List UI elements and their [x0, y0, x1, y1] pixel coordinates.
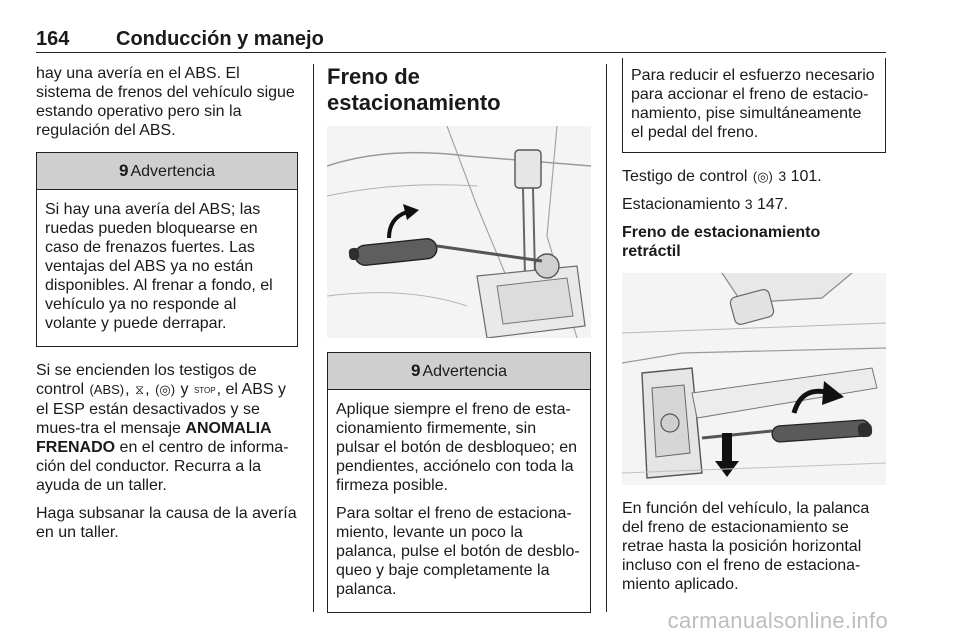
abs-warning-icon: (ABS)	[89, 382, 125, 397]
warning-text-apply: Aplique siempre el freno de esta-cionamiento firmemente, sin pulsar el botón de desbloqueo; en pendientes, acciónelo con toda la firmeza posible.	[336, 401, 578, 494]
column-3	[622, 64, 886, 603]
abs-failure-text: hay una avería en el ABS. El sistema de frenos del vehículo sigue estando operativo pero sin la regulación del ABS.	[36, 65, 295, 139]
page-reference-arrow-icon: 3	[744, 196, 753, 212]
page-reference-arrow-icon: 3	[778, 168, 787, 184]
tip-box	[622, 58, 886, 153]
text-segment: Si se encienden los testigos de control	[36, 362, 257, 398]
brake-warning-icon: (◎)	[155, 382, 176, 397]
column-1	[36, 64, 298, 551]
page-reference[interactable]: 101.	[790, 168, 822, 185]
stop-icon: STOP	[193, 386, 216, 395]
warning-body	[37, 190, 297, 346]
column-divider-2	[606, 64, 607, 612]
column-2	[327, 64, 591, 627]
page-title: Conducción y manejo	[116, 28, 324, 50]
warning-text: Si hay una avería del ABS; las ruedas pueden bloquearse en caso de frenazos fuertes. Las ventajas del ABS ya no están disponibles. Al frenar a fondo, el vehículo ya no responde al volante y puede derrapar.	[45, 201, 273, 332]
warning-title: Advertencia	[130, 163, 215, 180]
text-segment: Estacionamiento	[622, 196, 745, 213]
warning-header	[37, 153, 297, 190]
text-segment: en el centro de informa-ción del conductor. Recurra a la ayuda de un taller.	[36, 439, 289, 494]
parking-brake-drawing	[327, 126, 591, 338]
brake-warning-icon: (◎)	[752, 169, 773, 184]
watermark: carmanualsonline.info	[667, 608, 888, 633]
warning-text-release: Para soltar el freno de estaciona-miento, levante un poco la palanca, pulse el botón de desblo-queo y baje completamente la palanca.	[336, 505, 580, 598]
retractable-brake-text: En función del vehículo, la palanca del freno de estacionamiento se retrae hasta la posición horizontal incluso con el freno de estaciona-miento aplicado.	[622, 500, 870, 593]
abs-warning-box	[36, 152, 298, 347]
warning-title: Advertencia	[422, 363, 507, 380]
cross-reference-warning-light	[622, 167, 886, 186]
page-number: 164	[36, 28, 70, 50]
cross-reference-parking	[622, 195, 886, 214]
parking-brake-heading: Freno de estacionamiento	[327, 64, 501, 115]
esp-off-icon: ⧖	[135, 382, 145, 397]
tip-text: Para reducir el esfuerzo necesario para accionar el freno de estacio-namiento, pise simultáneamente el pedal del freno.	[631, 67, 875, 141]
warning-icon: 9	[411, 361, 421, 380]
text-segment: ,	[125, 381, 135, 398]
warning-lights-paragraph	[36, 361, 298, 495]
text-segment: ,	[145, 381, 155, 398]
page-header	[36, 28, 886, 53]
parking-brake-illustration	[327, 126, 591, 338]
retractable-brake-heading: Freno de estacionamiento retráctil	[622, 224, 821, 260]
text-segment: y	[176, 381, 193, 398]
retractable-brake-illustration	[622, 273, 886, 485]
retractable-brake-drawing	[622, 273, 886, 485]
repair-paragraph: Haga subsanar la causa de la avería en un taller.	[36, 505, 297, 541]
parking-brake-warning-box	[327, 352, 591, 613]
message-text: ANOMALIA FRENADO	[36, 420, 272, 456]
warning-body	[328, 390, 590, 612]
text-segment: Testigo de control	[622, 168, 752, 185]
text-segment: , el ABS y el ESP están desactivados y se mues-tra el mensaje	[36, 381, 286, 437]
page-reference[interactable]: 147.	[756, 196, 789, 213]
column-divider-1	[313, 64, 314, 612]
warning-header	[328, 353, 590, 390]
warning-icon: 9	[119, 161, 129, 180]
